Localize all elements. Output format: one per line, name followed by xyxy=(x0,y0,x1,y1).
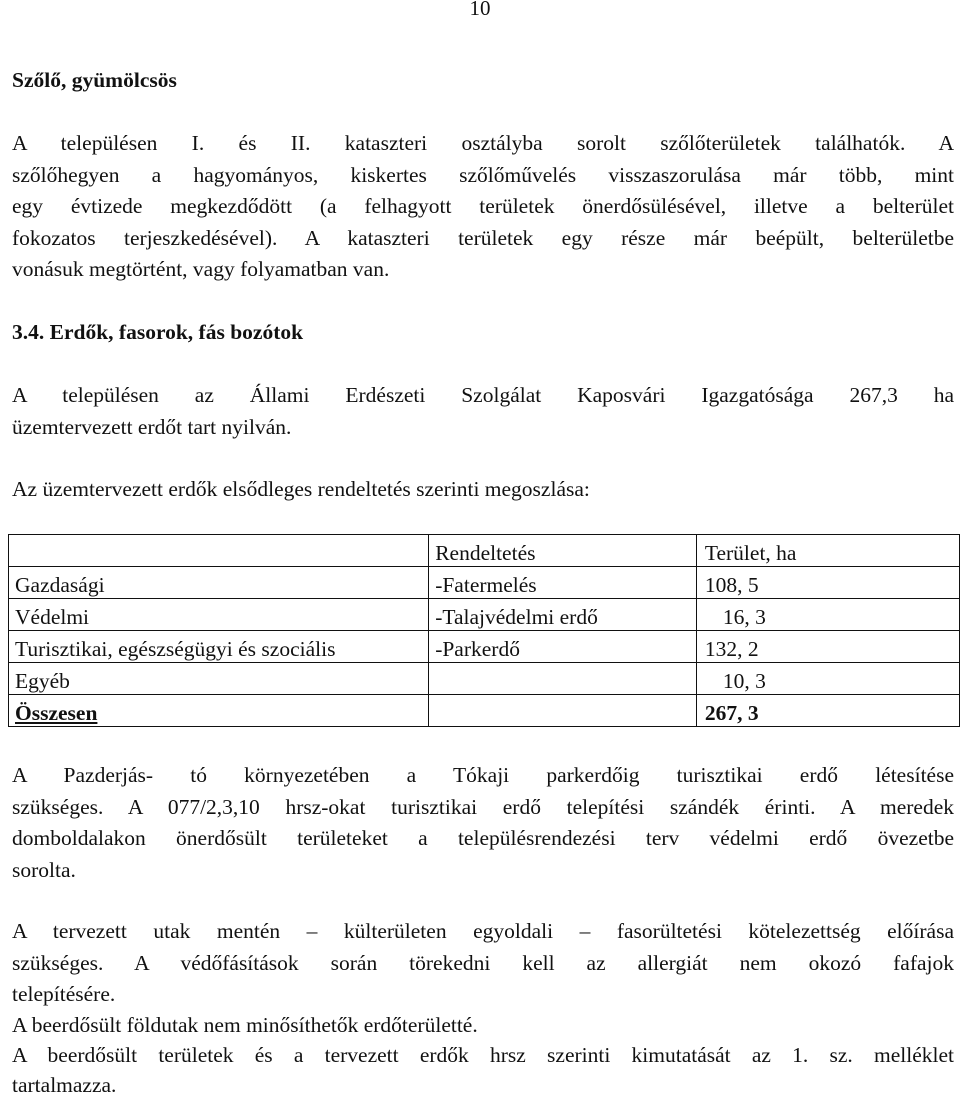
text-line: vonásuk megtörtént, vagy folyamatban van. xyxy=(12,257,390,281)
table-header-row xyxy=(9,535,960,567)
cell-category: Védelmi xyxy=(9,599,429,631)
table-row xyxy=(9,599,960,631)
paragraph-vineyard xyxy=(12,128,954,286)
table-caption: Az üzemtervezett erdők elsődleges rendeltetés szerinti megoszlása: xyxy=(12,477,590,501)
cell-purpose xyxy=(429,695,697,727)
text-line: A beerdősült földutak nem minősíthetők erdőterületté. xyxy=(12,1013,478,1037)
cell-purpose: -Talajvédelmi erdő xyxy=(429,599,697,631)
cell-purpose xyxy=(429,663,697,695)
table-row xyxy=(9,631,960,663)
cell-purpose: -Parkerdő xyxy=(429,631,697,663)
section-heading-vineyard: Szőlő, gyümölcsös xyxy=(12,68,177,92)
text-line: szőlőhegyen a hagyományos, kiskertes szőlőművelés visszaszorulása már több, mint xyxy=(12,162,954,187)
text-line: A településen I. és II. kataszteri osztályba sorolt szőlőterületek találhatók. A xyxy=(12,131,954,155)
text-line: egy évtizede megkezdődött (a felhagyott területek önerdősülésével, illetve a belterület xyxy=(12,194,954,218)
forest-distribution-table xyxy=(8,534,960,727)
page-number: 10 xyxy=(469,0,491,20)
cell-area: 16, 3 xyxy=(696,599,959,631)
text-line: szükséges. A védőfásítások során törekedni kell az allergiát nem okozó fafajok xyxy=(12,950,954,975)
header-cell-area: Terület, ha xyxy=(696,535,959,567)
cell-category: Turisztikai, egészségügyi és szociális xyxy=(9,631,429,663)
paragraph-tree-rows xyxy=(12,916,954,1011)
cell-category: Gazdasági xyxy=(9,567,429,599)
table-row xyxy=(9,663,960,695)
paragraph-forests-intro xyxy=(12,380,954,443)
text-line: A tervezett utak mentén – külterületen egyoldali – fasorültetési kötelezettség előírása xyxy=(12,919,954,943)
paragraph-land-status xyxy=(12,1010,954,1100)
text-line: tartalmazza. xyxy=(12,1073,117,1097)
text-line: fokozatos terjeszkedésével). A kataszteri területek egy része már beépült, belterületbe xyxy=(12,225,954,250)
paragraph-pazderjas xyxy=(12,760,954,886)
cell-category: Egyéb xyxy=(9,663,429,695)
text-line: üzemtervezett erdőt tart nyilván. xyxy=(12,414,292,439)
table-total-row xyxy=(9,695,960,727)
text-line: A Pazderjás- tó környezetében a Tókaji parkerdőig turisztikai erdő létesítése xyxy=(12,763,954,787)
header-cell-purpose: Rendeltetés xyxy=(429,535,697,567)
text-line: telepítésére. xyxy=(12,982,116,1006)
text-line: A beerdősült területek és a tervezett erdők hrsz szerinti kimutatását az 1. sz. melléklet xyxy=(12,1043,954,1067)
text-line: A településen az Állami Erdészeti Szolgálat Kaposvári Igazgatósága 267,3 ha xyxy=(12,383,954,407)
cell-total-area: 267, 3 xyxy=(696,695,959,727)
text-line: domboldalakon önerdősült területeket a településrendezési terv védelmi erdő övezetbe xyxy=(12,826,954,850)
cell-total-label: Összesen xyxy=(9,695,429,727)
cell-area: 108, 5 xyxy=(696,567,959,599)
cell-area: 132, 2 xyxy=(696,631,959,663)
table-row xyxy=(9,567,960,599)
text-line: szükséges. A 077/2,3,10 hrsz-okat turisztikai erdő telepítési szándék érinti. A meredek xyxy=(12,794,954,819)
text-line: sorolta. xyxy=(12,857,76,882)
section-heading-forests: 3.4. Erdők, fasorok, fás bozótok xyxy=(12,320,304,344)
cell-purpose: -Fatermelés xyxy=(429,567,697,599)
header-cell-empty xyxy=(9,535,429,567)
cell-area: 10, 3 xyxy=(696,663,959,695)
